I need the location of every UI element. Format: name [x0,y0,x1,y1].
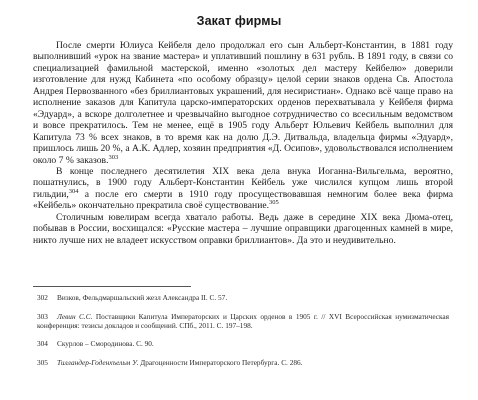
footnote-author: Левин С.С. [56,311,93,321]
footnote-304 [37,339,449,348]
paragraph-1 [33,40,453,166]
footnote-text: Скурлов – Смородинова. С. 90. [56,339,154,348]
section-title: Закат фирмы [196,14,282,28]
footnote-text: Поставщики Капитула Императорских и Царских орденов в 1905 г. // XVI Всероссийская нумизматическая конференция: тезисы докладов и сообщений. СПб., 2011. С. 197–198. [37,311,450,330]
paragraph-3 [33,212,453,246]
footnote-305 [37,358,449,367]
footnote-divider [33,286,191,287]
footnote-303 [37,312,449,330]
paragraph-1-text: После смерти Юлиуса Кейбеля дело продолжал его сын Альберт-Константин, в 1881 году выполнивший «урок на звание мастера» и уплативший пошлину в 631 рубль. В 1891 году, в связи со специализацией фамильной мастерской, именно «золотых дел мастеру Кейбелю» доверили изготовление для нужд Кабинета «по особому образцу» целой серии знаков ордена Св. Апостола Андрея Первозванного «без бриллиантовых украшений, для несиристиан». Однако всё чаще право на исполнение заказов для Капитула царско-императорских орденов перехватывала у Кейбеля фирма «Эдуард», а вскоре долголетнее и чрезвычайно выгодное сотрудничество со всесильным ведомством и вовсе прекратилось. Тем не менее, ещё в 1905 году Альберт Юльевич Кейбель выполнил для Капитула 73 % всех знаков, в то время как на долю Д.Э. Дитвальда, владельца фирмы «Эдуард», пришлось лишь 20 %, а А.К. Адлер, хозяин предприятия «Д. Осипов», удовольствовался исполнением около 7 % заказов. [33,40,453,166]
footnote-author: Тилландер-Годенхъельм У. [56,357,139,367]
paragraph-2 [33,166,453,212]
footnote-302 [37,293,449,302]
paragraph-2-text-b: а после его смерти в 1910 году просуществовавшая немногим более века фирма «Кейбель» окончательно прекратила своё существование. [33,188,453,212]
paragraph-3-text: Столичным ювелирам всегда хватало работы. Ведь даже в середине XIX века Дюма-отец, побывав в России, восхищался: «Русские мастера – лучшие оправщики драгоценных камней в мире, никто лучше них не владеет искусством оправки бриллиантов». Да это и неудивительно. [33,211,453,246]
footnote-text: Визков, Фельдмаршальский жезл Александра II. С. 57. [56,293,228,302]
footnote-ref-305[interactable]: 305 [269,199,279,207]
footnote-number: 303 [37,311,48,321]
body-text [33,40,453,246]
paragraph-2-text-a: В конце последнего десятилетия XIX века дела внука Иоганна-Вильгельма, вероятно, пошатнулись, в 1900 году Альберт-Константин Кейбель уже числился купцом лишь второй гильдии, [33,165,453,200]
footnote-ref-304[interactable]: 304 [68,187,79,195]
footnote-number: 305 [37,357,48,367]
footnote-text: Драгоценности Императорского Петербурга. С. 286. [140,357,303,367]
footnote-ref-303[interactable]: 303 [108,153,119,161]
footnotes [37,293,449,376]
footnote-number: 304 [37,339,48,348]
footnote-number: 302 [37,293,48,302]
